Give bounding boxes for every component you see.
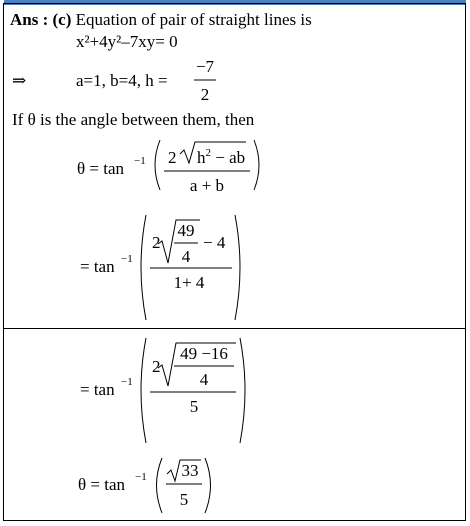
step3-lhs: = tan bbox=[80, 380, 115, 399]
option-label: (c) bbox=[52, 10, 72, 29]
step1-coef: 2 bbox=[168, 148, 177, 167]
coefficient-values: a=1, b=4, h = bbox=[76, 71, 168, 90]
step2-exponent: −1 bbox=[121, 253, 133, 265]
step2-lhs: = tan bbox=[80, 257, 115, 276]
step3-inner-numerator: 49 −16 bbox=[180, 344, 228, 363]
pair-equation: x²+4y²–7xy= 0 bbox=[76, 32, 178, 51]
step3-inner-denominator: 4 bbox=[199, 370, 209, 389]
h-denominator: 2 bbox=[200, 85, 210, 104]
step2-inner-denominator: 4 bbox=[181, 247, 191, 266]
step4-left-paren bbox=[157, 458, 163, 513]
step4-right-paren bbox=[205, 458, 211, 513]
step2-minus-term: − 4 bbox=[203, 233, 226, 252]
ans-label: Ans : bbox=[10, 10, 49, 29]
step1-denominator: a + b bbox=[189, 176, 225, 195]
angle-statement: If θ is the angle between them, then bbox=[12, 110, 255, 129]
h-numerator: −7 bbox=[195, 57, 215, 76]
heading-text: Equation of pair of straight lines is bbox=[75, 10, 312, 29]
step2-inner-numerator: 49 bbox=[177, 221, 195, 240]
step3-coef: 2 bbox=[152, 357, 161, 376]
step1-radicand: $h^2$ − ab bbox=[197, 147, 246, 167]
step4-numerator: 33 bbox=[181, 461, 199, 480]
step2-coef: 2 bbox=[152, 233, 161, 252]
step3-left-paren bbox=[141, 338, 146, 443]
implies-arrow: ⇒ bbox=[12, 71, 27, 90]
step3-exponent: −1 bbox=[121, 376, 133, 388]
step1-left-paren bbox=[155, 140, 160, 190]
step2-left-paren bbox=[141, 215, 146, 320]
step4-lhs: θ = tan bbox=[78, 475, 125, 494]
step1-lhs: θ = tan bbox=[77, 159, 124, 178]
step2-right-paren bbox=[235, 215, 240, 320]
step4-exponent: −1 bbox=[135, 471, 147, 483]
step2-denominator: 1+ 4 bbox=[173, 273, 205, 292]
step1-exponent: −1 bbox=[134, 155, 146, 167]
step4-denominator: 5 bbox=[179, 490, 189, 509]
step1-right-paren bbox=[254, 140, 259, 190]
step3-right-paren bbox=[240, 338, 245, 443]
step3-denominator: 5 bbox=[189, 397, 199, 416]
